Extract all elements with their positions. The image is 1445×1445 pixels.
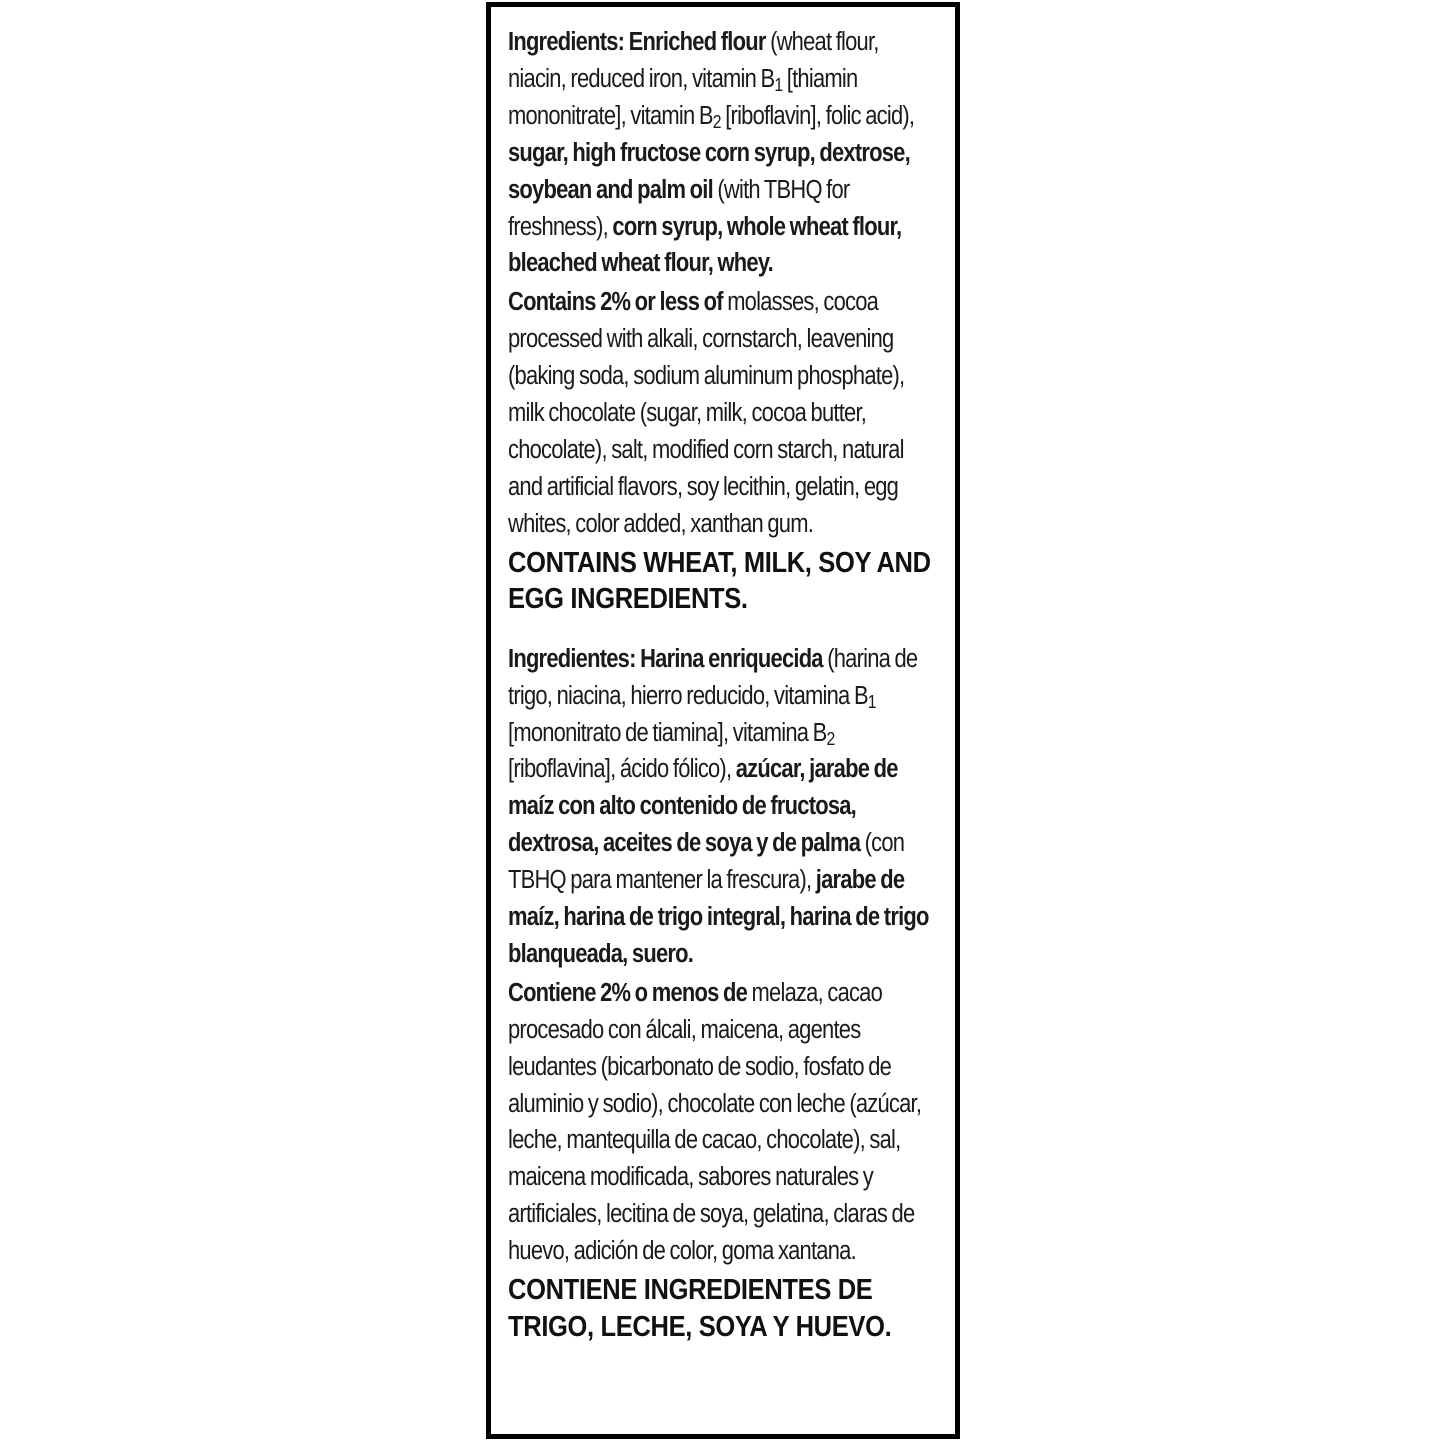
allergen-statement-en: CONTAINS WHEAT, MILK, SOY AND EGG INGREDIENTS. xyxy=(508,546,931,616)
contains-heading-en: Contains 2% or less of xyxy=(508,288,723,317)
ingredients-english xyxy=(508,24,938,282)
ingredients-bold-es-1: azúcar, jarabe de maíz con alto contenido de fructosa, dextrosa, aceites de soya y de palma xyxy=(508,755,898,858)
ingredients-bold-es-2: jarabe de maíz, harina de trigo integral, harina de trigo blanqueada, suero. xyxy=(508,866,929,968)
ingredients-text-en-2: [thiamin mononitrate], vitamin B xyxy=(508,64,858,130)
subscript-1-en: 1 xyxy=(774,73,783,95)
contains-text-en: molasses, cocoa processed with alkali, cornstarch, leavening (baking soda, sodium aluminum phosphate), milk chocolate (sugar, milk, cocoa butter, chocolate), salt, modified corn starch, natural and artificial flavors, soy lecithin, gelatin, egg whites, color added, xanthan gum. xyxy=(508,288,905,538)
ingredients-heading-en: Ingredients: Enriched flour xyxy=(508,28,766,56)
subscript-2-es: 2 xyxy=(826,727,835,749)
ingredients-label-panel xyxy=(486,2,960,1439)
ingredients-heading-es: Ingredientes: Harina enriquecida xyxy=(508,644,823,673)
contains-heading-es: Contiene 2% o menos de xyxy=(508,978,748,1007)
ingredients-text-es-4: (con TBHQ para mantener la frescura), xyxy=(508,829,905,895)
ingredients-text-en-3: [riboflavin], folic acid), xyxy=(720,101,915,130)
ingredients-text-es-1: (harina de trigo, niacina, hierro reducido, vitamina B xyxy=(508,644,918,710)
contains-less-english xyxy=(508,284,938,542)
ingredients-text-es-2: [mononitrato de tiamina], vitamina B xyxy=(508,718,827,747)
contains-text-es: melaza, cacao procesado con álcali, maicena, agentes leudantes (bicarbonato de sodio, fosfato de aluminio y sodio), chocolate con leche (azúcar, leche, mantequilla de cacao, chocolate), sal, maicena modificada, sabores naturales y artificiales, lecitina de soya, gelatina, claras de huevo, adición de color, goma xantana. xyxy=(508,978,922,1266)
label-content xyxy=(508,24,939,1345)
allergen-statement-es: CONTIENE INGREDIENTES DE TRIGO, LECHE, SOYA Y HUEVO. xyxy=(508,1274,892,1343)
ingredients-text-en-4: (with TBHQ for freshness), xyxy=(508,175,850,241)
subscript-2-en: 2 xyxy=(712,110,721,132)
ingredients-bold-en-1: sugar, high fructose corn syrup, dextrose, soybean and palm oil xyxy=(508,138,910,204)
ingredients-text-en-1: (wheat flour, niacin, reduced iron, vitamin B xyxy=(508,28,879,93)
ingredients-text-es-3: [riboflavina], ácido fólico), xyxy=(508,755,736,784)
subscript-1-es: 1 xyxy=(867,690,876,712)
ingredients-spanish xyxy=(508,641,938,973)
contains-less-spanish xyxy=(508,975,938,1270)
ingredients-bold-en-2: corn syrup, whole wheat flour, bleached wheat flour, whey. xyxy=(508,212,902,278)
